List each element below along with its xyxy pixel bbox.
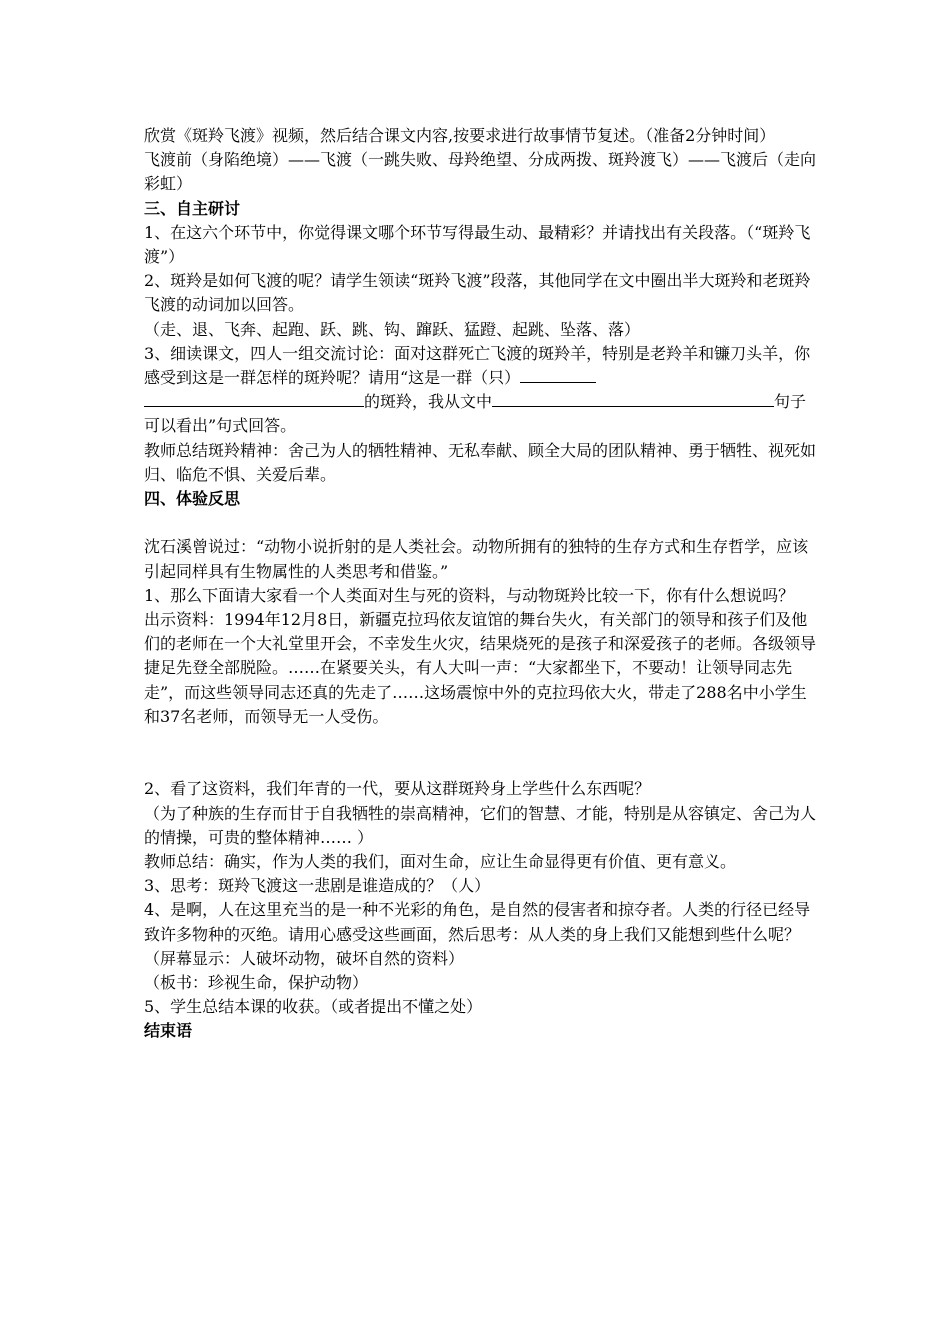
- paragraph-question-1: 1、在这六个环节中，你觉得课文哪个环节写得最生动、最精彩？并请找出有关段落。（“斑羚飞渡”）: [144, 222, 811, 267]
- question-3-part-a: 3、细读课文，四人一组交流讨论：面对这群死亡飞渡的斑羚羊，特别是老羚羊和镰刀头羊，你感受到这是一群怎样的斑羚呢？请用“这是一群（只）: [144, 343, 811, 388]
- fill-blank-2: [144, 392, 364, 407]
- paragraph-quote-shen: 沈石溪曾说过：“动物小说折射的是人类社会。动物所拥有的独特的生存方式和生存哲学，应该引起同样具有生物属性的人类思考和借鉴。”: [144, 537, 809, 581]
- section-heading-4: 四、体验反思: [144, 489, 241, 509]
- paragraph-question-2: 2、斑羚是如何飞渡的呢？请学生领读“斑羚飞渡”段落，其他同学在文中圈出半大斑羚和老斑羚飞渡的动词加以回答。: [144, 271, 811, 315]
- paragraph-reflection-1: 1、那么下面请大家看一个人类面对生与死的资料，与动物斑羚比较一下，你有什么想说吗？: [144, 585, 795, 605]
- paragraph-video-retell: 欣赏《斑羚飞渡》视频，然后结合课文内容,按要求进行故事情节复述。（准备2分钟时间）: [144, 126, 776, 145]
- question-3-part-c: 句子可以看出”句式回答。: [144, 392, 807, 436]
- section-heading-closing: 结束语: [144, 1021, 193, 1041]
- paragraph-teacher-summary-life: 教师总结：确实，作为人类的我们，面对生命，应让生命显得更有价值、更有意义。: [144, 852, 737, 872]
- fill-blank-1: [520, 368, 596, 383]
- paragraph-board-writing: （板书：珍视生命，保护动物）: [144, 973, 369, 993]
- question-3-part-b: 的斑羚，我从文中: [364, 392, 493, 412]
- paragraph-reflection-3: 3、思考：斑羚飞渡这一悲剧是谁造成的？（人）: [144, 876, 491, 896]
- fill-blank-3: [492, 392, 774, 407]
- paragraph-reflection-2: 2、看了这资料，我们年青的一代，要从这群斑羚身上学些什么东西呢？: [144, 779, 651, 799]
- paragraph-reflection-5: 5、学生总结本课的收获。（或者提出不懂之处）: [144, 997, 483, 1017]
- section-heading-3: 三、自主研讨: [144, 198, 241, 218]
- paragraph-question-3: [144, 342, 816, 439]
- paragraph-verbs-answer: （走、退、飞奔、起跑、跃、跳、钩、蹿跃、猛蹬、起跳、坠落、落）: [144, 319, 641, 339]
- spacer: [144, 729, 816, 777]
- paragraph-plot-outline: 飞渡前（身陷绝境）——飞渡（一跳失败、母羚绝望、分成两拨、斑羚渡飞）——飞渡后（走向彩虹）: [144, 150, 817, 194]
- spacer: [144, 511, 816, 535]
- document-body: [144, 124, 816, 1044]
- paragraph-reflection-2-answer: （为了种族的生存而甘于自我牺牲的崇高精神，它们的智慧、才能，特别是从容镇定、舍己为人的情操，可贵的整体精神…… ）: [144, 803, 817, 847]
- paragraph-teacher-summary-spirit: 教师总结斑羚精神：舍己为人的牺牲精神、无私奉献、顾全大局的团队精神、勇于牺牲、视死如归、临危不惧、关爱后辈。: [144, 440, 817, 484]
- paragraph-reflection-4: 4、是啊，人在这里充当的是一种不光彩的角色，是自然的侵害者和掠夺者。人类的行径已经导致许多物种的灭绝。请用心感受这些画面，然后思考：从人类的身上我们又能想到些什么呢？ （屏幕显示：人破坏动物，破坏自然的资料）: [144, 900, 811, 968]
- paragraph-material: 出示资料：1994年12月8日，新疆克拉玛依友谊馆的舞台失火，有关部门的领导和孩子们及他们的老师在一个大礼堂里开会，不幸发生火灾，结果烧死的是孩子和深爱孩子的老师。各级领导捷足先登全部脱险。……在紧要关头，有人大叫一声：“大家都坐下，不要动！让领导同志先走”，而这些领导同志还真的先走了……这场震惊中外的克拉玛依大火，带走了288名中小学生和37名老师，而领导无一人受伤。: [144, 610, 817, 726]
